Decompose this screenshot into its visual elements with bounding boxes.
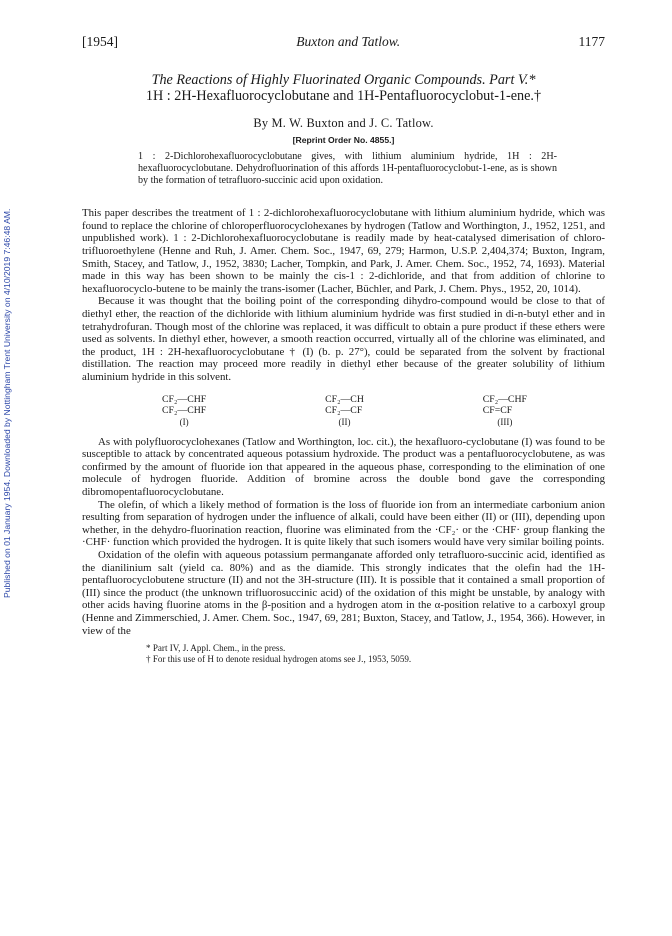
header-year: [1954] bbox=[82, 34, 118, 49]
paragraph-3: As with polyfluorocyclohexanes (Tatlow and Worthington, loc. cit.), the hexafluoro-cyclobutane (I) was found to be susceptible to attack by concentrated aqueous potassium hydroxide. The product was a pentafluorocyclobutene, as was confirmed by the amount of fluoride ion that appeared in the aqueous phase, corresponding to the elimination of one molecule of hydrogen fluoride. Addition of bromine across the double bond gave the corresponding dibromopentafluorocyclobutane. bbox=[82, 435, 605, 498]
paragraph-5: Oxidation of the olefin with aqueous potassium permanganate afforded only tetrafluoro-succinic acid, identified as the dianilinium salt (yield ca. 80%) and as the diamide. This strongly indicates that the olefin had the 1H-pentafluorocyclobutene structure (II) and not the 3H-structure (III). It is possible that it contained a small proportion of (III) since the product (the unknown trifluorosuccinic acid) of the oxidation of this might be unstable, by analogy with other acids having fluorine atoms in the β-position and a hydrogen atom in the α-position relative to a carboxyl group (Henne and Zimmerschied, J. Amer. Chem. Soc., 1947, 69, 281; Buxton, Stacey, and Tatlow, J., 1954, 366). However, in view of the bbox=[82, 548, 605, 637]
structure-line: CF₂—CF bbox=[325, 404, 363, 416]
paragraph-4: The olefin, of which a likely method of formation is the loss of fluoride ion from an intermediate carbonium anion resulting from separation of hydrogen under the influence of alkali, could have been either (II) or (III), depending upon whether, in the dehydro-fluorination reaction, fluorine was eliminated from the ·CF₂· or the ·CHF· group flanking the ·CHF· function which provided the hydrogen. It is quite likely that such isomers would have very similar boiling points. bbox=[82, 498, 605, 549]
article-page bbox=[82, 34, 605, 665]
structure-formulas bbox=[162, 394, 527, 428]
reprint-order: [Reprint Order No. 4855.] bbox=[292, 135, 395, 145]
article-subtitle: 1H : 2H-Hexafluorocyclobutane and 1H-Pentafluorocyclobut-1-ene.† bbox=[145, 88, 542, 104]
footnote-2: † For this use of H to denote residual hydrogen atoms see J., 1953, 5059. bbox=[146, 654, 412, 665]
footnote-1: * Part IV, J. Appl. Chem., in the press. bbox=[146, 643, 286, 654]
download-watermark-text: Published on 01 January 1954. Downloaded by Nottingham Trent University on 4/10/2019 7:46:48 AM. bbox=[2, 208, 12, 598]
download-watermark bbox=[2, 58, 14, 598]
structure-line: CF₂—CHF bbox=[162, 404, 207, 416]
article-title: The Reactions of Highly Fluorinated Organic Compounds. Part V.* bbox=[151, 72, 536, 88]
structure-label: (I) bbox=[179, 416, 189, 427]
running-header bbox=[82, 34, 605, 50]
footnotes bbox=[82, 643, 605, 665]
structure-line: CF₂—CH bbox=[325, 393, 364, 405]
structure-line: CF₂—CHF bbox=[482, 393, 527, 405]
structure-III bbox=[483, 394, 527, 428]
header-running-title: Buxton and Tatlow. bbox=[296, 34, 401, 49]
header-page-number: 1177 bbox=[578, 34, 605, 49]
structure-line: CF=CF bbox=[482, 404, 513, 416]
article-body bbox=[82, 207, 605, 637]
paragraph-2: Because it was thought that the boiling point of the corresponding dihydro-compound would be close to that of diethyl ether, the reaction of the dichloride with lithium aluminium hydride was first studied in di-n-butyl ether and in tetrahydrofuran. Though most of the chlorine was replaced, it was difficult to obtain a pure product if these ethers were used as solvents. In diethyl ether, however, a smooth reaction occurred, virtually all of the chlorine was eliminated, and the product, 1H : 2H-hexafluorocyclobutane † (I) (b. p. 27°), could be separated from the solvent by fractional distillation. The reaction may proceed more readily in diethyl ether because of the greater solubility of lithium aluminium hydride in this solvent. bbox=[82, 295, 605, 383]
article-authors: By M. W. Buxton and J. C. Tatlow. bbox=[253, 116, 434, 130]
abstract: 1 : 2-Dichlorohexafluorocyclobutane gives, with lithium aluminium hydride, 1H : 2H-hexafluorocyclobutane. Dehydrofluorination of this affords 1H-pentafluorocyclobut-1-ene, as is shown by the formation of tetrafluoro-succinic acid upon oxidation. bbox=[138, 151, 557, 187]
structure-label: (II) bbox=[338, 416, 351, 427]
structure-II bbox=[325, 394, 364, 428]
paragraph-1: This paper describes the treatment of 1 : 2-dichlorohexafluorocyclobutane with lithium aluminium hydride, which was found to replace the chlorine of chloroperfluorocyclohexanes by hydrogen (Tatlow and Worthington, J., 1952, 1251, and unpublished work). 1 : 2-Dichlorohexafluorocyclobutane is readily made by heat-catalysed dimerisation of chloro-trifluoroethylene (Henne and Ruh, J. Amer. Chem. Soc., 1947, 69, 279; Harmon, U.S.P. 2,404,374; Buxton, Ingram, Smith, Stacey, and Tatlow, J., 1952, 3830; Lacher, Tompkin, and Park, J. Amer. Chem. Soc., 1952, 74, 1693). Material made in this way has been shown to be mainly the cis-1 : 2-dichloride, and that from addition of chlorine to hexafluorocyclo-butene to be mainly the trans-isomer (Lacher, Büchler, and Park, J. Chem. Phys., 1952, 20, 1014). bbox=[82, 207, 605, 295]
structure-I bbox=[162, 394, 206, 428]
structure-line: CF₂—CHF bbox=[162, 393, 207, 405]
structure-label: (III) bbox=[497, 416, 513, 427]
